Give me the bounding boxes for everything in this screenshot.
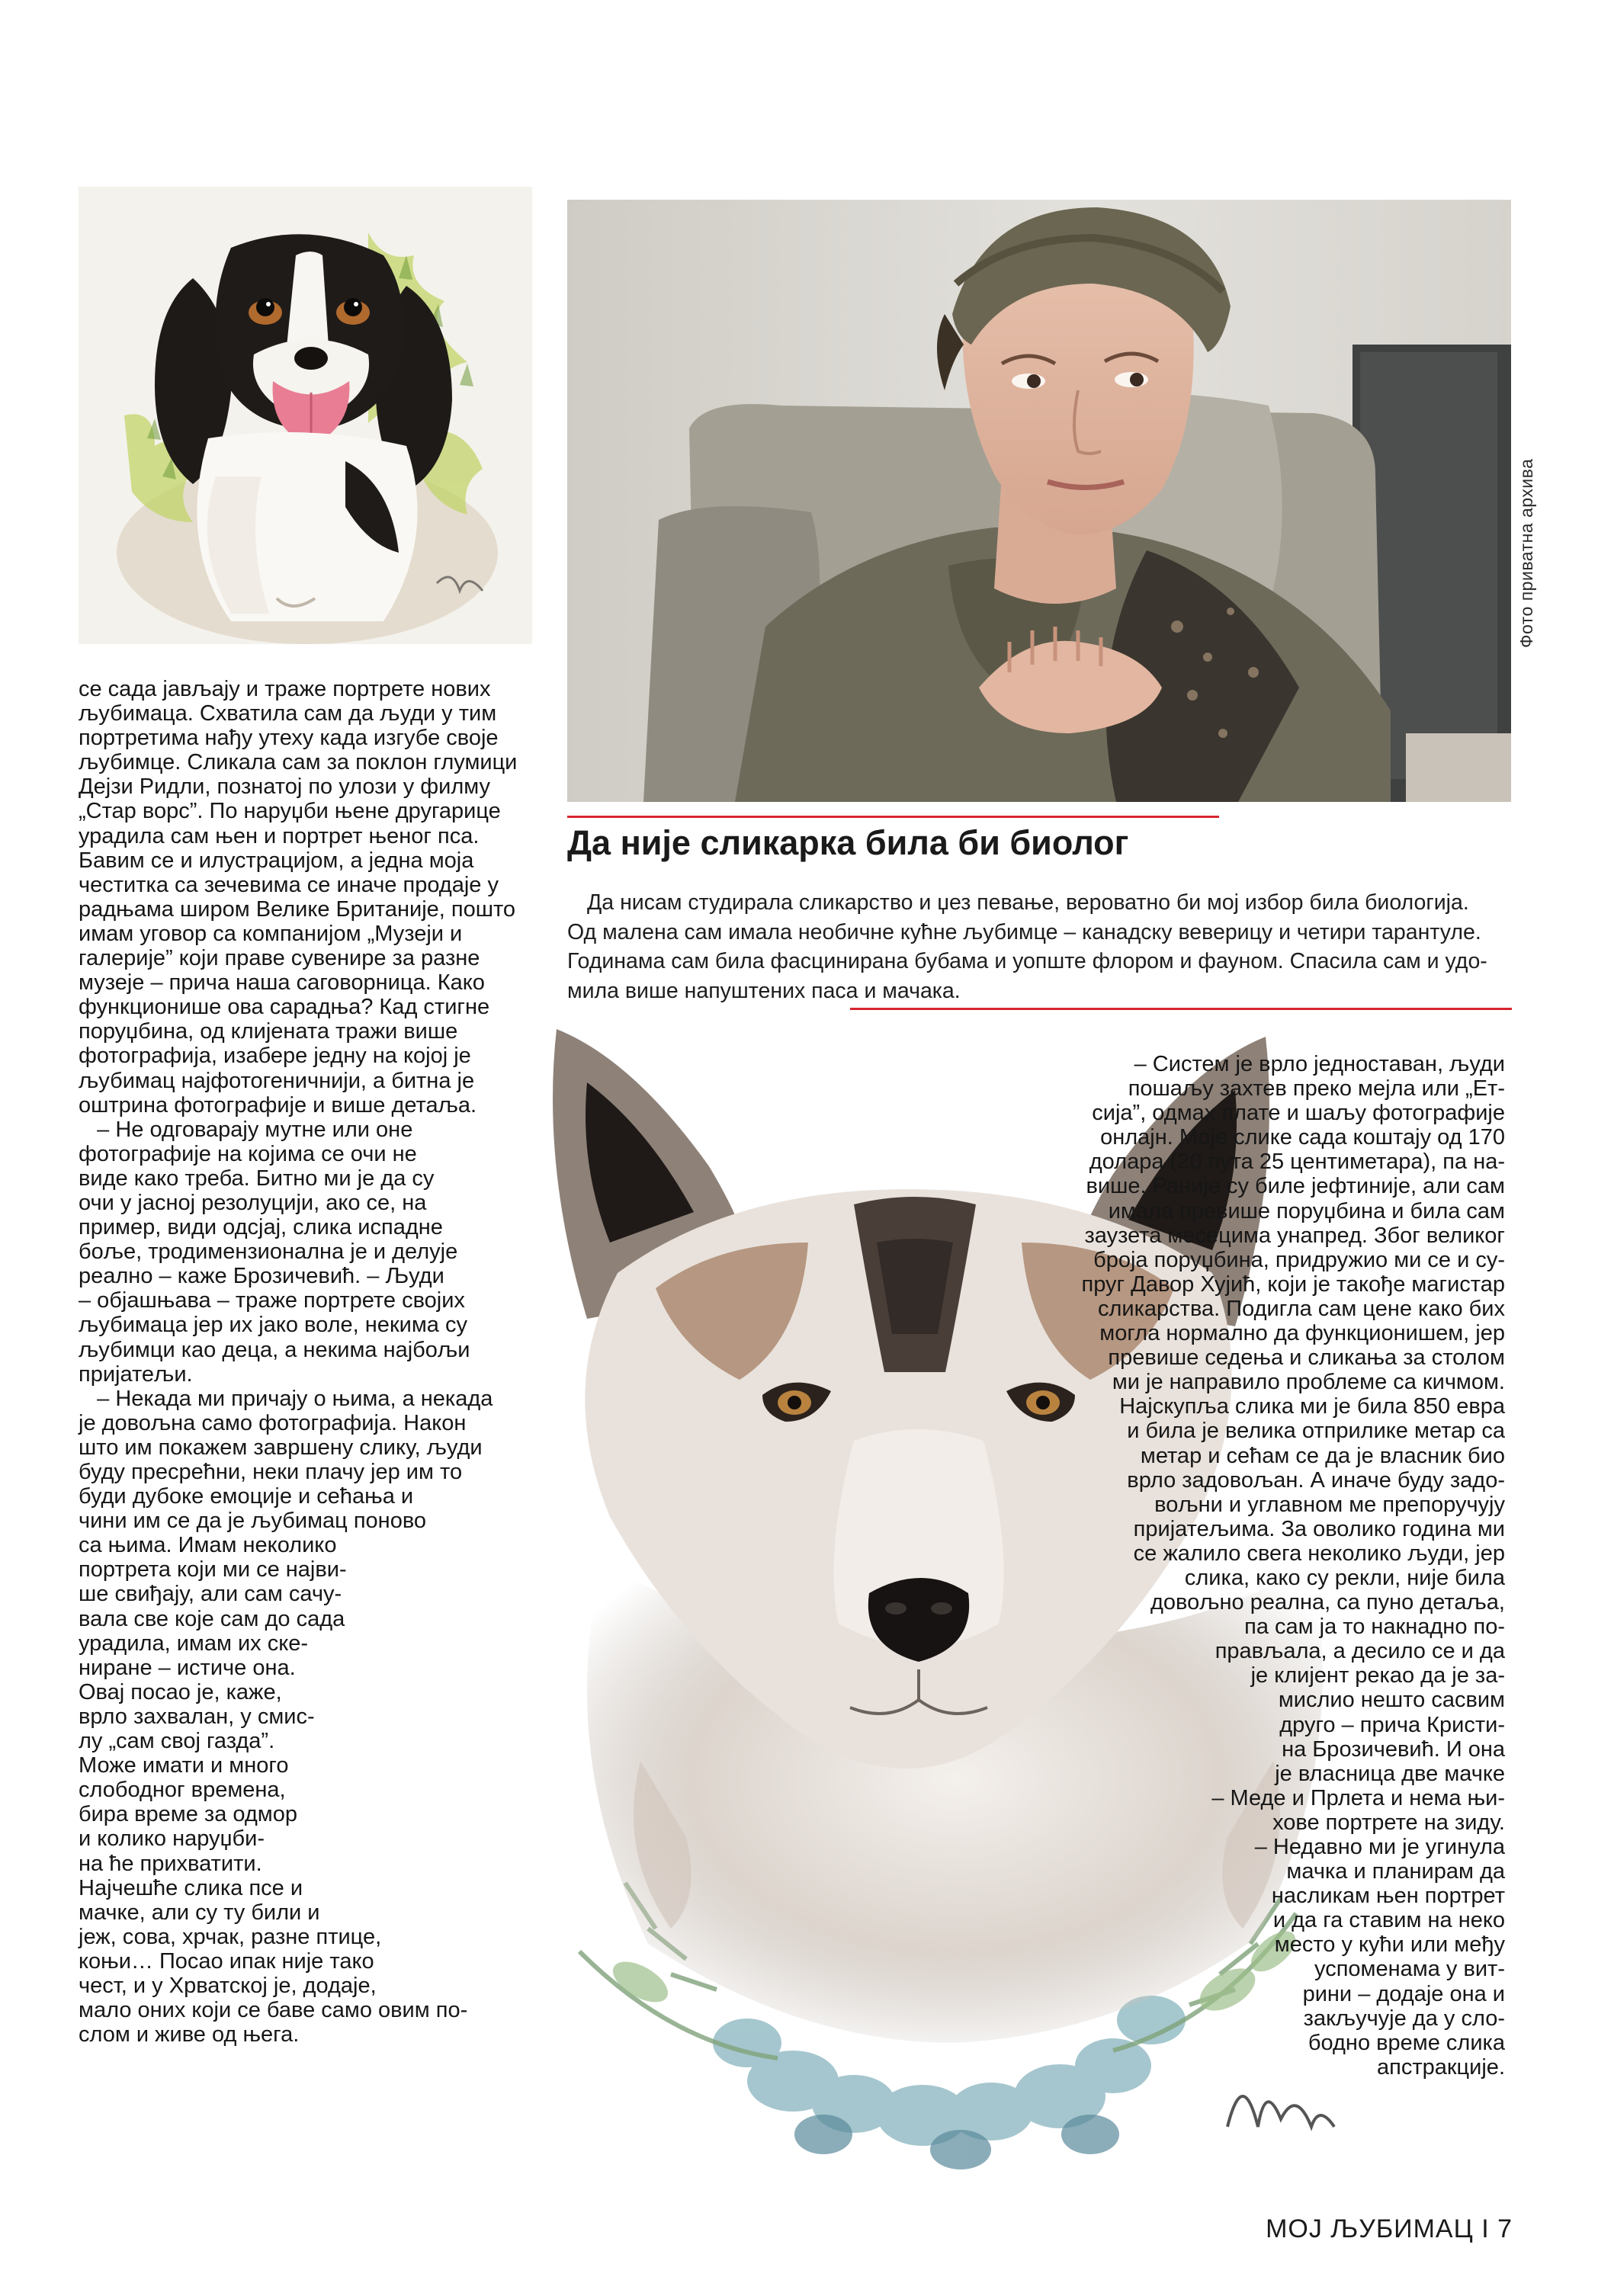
text-line: превише седења и сликања за столом — [1108, 1345, 1505, 1371]
box-body — [567, 888, 1513, 1005]
text-line: што им покажем завршену слику, људи — [79, 1435, 483, 1460]
text-line: више. Раније су биле јефтиније, али сам — [1086, 1174, 1505, 1199]
box-title: Да није сликарка била би биолог — [567, 823, 1129, 862]
text-line: љубимаца. Схватила сам да људи у тим — [79, 701, 497, 726]
text-line: љубимце. Сликала сам за поклон глумици — [79, 750, 518, 775]
text-line: – Меде и Прлета и нема њи- — [1211, 1785, 1505, 1810]
text-line: – објашњава – траже портрете својих — [79, 1288, 465, 1313]
box-line: Од малена сам имала необичне кућне љубимце – канадску веверицу и четири тарантуле. — [567, 919, 1481, 944]
text-line: долара (20 пута 25 центиметара), па на- — [1089, 1150, 1505, 1175]
text-line: вољни и углавном ме препоручују — [1154, 1492, 1505, 1517]
text-line: и била је велика отприлике метар са — [1127, 1419, 1505, 1444]
text-line: бира време за одмор — [79, 1802, 297, 1827]
text-line: метар и сећам се да је власник био — [1140, 1443, 1505, 1468]
text-line: честитка са зечевима се иначе продаје у — [79, 872, 499, 897]
text-line: Бавим се и илустрацијом, а једна моја — [79, 848, 474, 873]
text-line: имам уговор са компанијом „Музеји и — [79, 921, 463, 946]
text-line: прављала, а десило се и да — [1215, 1639, 1505, 1664]
text-line: броја поруџбина, придружио ми се и су- — [1093, 1247, 1505, 1272]
text-line: је довољна само фотографија. Након — [79, 1410, 467, 1435]
text-line: апстракције. — [1377, 2054, 1505, 2080]
text-line: могла нормално да функционишем, јер — [1099, 1321, 1505, 1346]
text-line: чини им се да је љубимац поново — [79, 1509, 427, 1534]
text-line: буди дубоке емоције и сећања и — [79, 1484, 414, 1509]
artist-photo — [567, 200, 1511, 802]
text-line: урадила, имам их ске- — [79, 1631, 309, 1656]
text-line: – Недавно ми је угинула — [1254, 1835, 1505, 1859]
text-line: функционише ова сарадња? Кад стигне — [79, 995, 490, 1020]
text-line: бодно време слика — [1308, 2030, 1505, 2055]
text-line: се жалило свега неколико људи, јер — [1133, 1541, 1505, 1566]
text-line: и колико наруџби- — [79, 1826, 265, 1852]
box-top-rule — [567, 816, 1219, 818]
text-line: очи у јасној резолуцији, ако се, на — [79, 1190, 427, 1215]
text-line: слика, како су рекли, није била — [1184, 1565, 1505, 1590]
text-line: – Некада ми причају о њима, а некада — [79, 1386, 493, 1411]
text-line: – Не одговарају мутне или оне — [79, 1117, 413, 1142]
text-line: лу „сам свој газда”. — [79, 1729, 275, 1754]
text-line: пруг Давор Хујић, који је такође магистар — [1081, 1271, 1505, 1297]
text-line: закључује да у сло- — [1303, 2006, 1505, 2031]
text-line: мислио нешто сасвим — [1278, 1688, 1505, 1713]
text-line: портретима нађу утеху када изгубе своје — [79, 726, 499, 751]
text-line: слободног времена, — [79, 1778, 286, 1803]
text-line: фотографија, изабере једну на којој је — [79, 1044, 471, 1069]
text-line: радњама широм Велике Британије, пошто — [79, 896, 516, 922]
right-column — [1082, 1052, 1505, 2080]
text-line: пример, види одсјај, слика испадне — [79, 1215, 443, 1240]
text-line: мачка и планирам да — [1286, 1859, 1505, 1884]
text-line: довољно реална, са пуно детаља, — [1150, 1590, 1505, 1615]
text-line: љубимаца јер их јако воле, некима су — [79, 1313, 467, 1338]
text-line: музеје – прича наша саговорница. Како — [79, 970, 485, 996]
text-line: слом и живе од њега. — [79, 2022, 300, 2047]
text-line: друго – прича Кристи- — [1279, 1712, 1505, 1737]
text-line: пошаљу захтев преко мејла или „Ет- — [1128, 1076, 1505, 1102]
text-line: ше свиђају, али сам сачу- — [79, 1582, 342, 1607]
text-line: реално – каже Брозичевић. – Људи — [79, 1264, 444, 1289]
text-line: имала превише поруџбина и била сам — [1108, 1198, 1505, 1223]
text-line: пријатељима. За оволико година ми — [1133, 1516, 1505, 1541]
text-line: пријатељи. — [79, 1361, 193, 1387]
text-line: врло задовољан. А иначе буду задо- — [1127, 1467, 1505, 1493]
text-line: на Брозичевић. И она — [1282, 1736, 1505, 1762]
text-line: фотографије на којима се очи не — [79, 1141, 417, 1166]
text-line: насликам њен портрет — [1271, 1884, 1505, 1909]
text-line: урадила сам њен и портрет њеног пса. — [79, 823, 480, 848]
box-line: Да нисам студирала сликарство и џез певање, вероватно би мој избор била биологија. — [587, 890, 1469, 915]
text-line: Овај посао је, каже, — [79, 1679, 282, 1704]
text-line: боље, тродимензионална је и делује — [79, 1239, 458, 1265]
text-line: „Стар ворс”. По наруџби њене другарице — [79, 799, 501, 824]
text-line: рини – додаје она и — [1302, 1981, 1505, 2006]
text-line: љубимци као деца, а некима најбољи — [79, 1337, 470, 1362]
text-line: врло захвалан, у смис- — [79, 1704, 315, 1729]
text-line: јеж, сова, хрчак, разне птице, — [79, 1924, 382, 1949]
text-line: ми је направило проблеме са кичмом. — [1112, 1370, 1505, 1395]
text-line: је власница две мачке — [1275, 1761, 1505, 1786]
text-line: хове портрете на зиду. — [1272, 1810, 1505, 1835]
text-line: заузета месецима унапред. Због великог — [1084, 1223, 1505, 1248]
text-line: виде како треба. Битно ми је да су — [79, 1166, 435, 1191]
box-line: Годинама сам била фасцинирана бубама и уопште флором и фауном. Спасила сам и удо- — [567, 949, 1487, 973]
text-line: сликарства. Подигла сам цене како бих — [1097, 1296, 1505, 1321]
text-line: галерије” који праве сувенире за разне — [79, 946, 480, 971]
text-line: са њима. Имам неколико — [79, 1533, 337, 1558]
box-line: мила више напуштених паса и мачака. — [567, 978, 961, 1003]
text-line: вала све које сам до сада — [79, 1606, 345, 1631]
text-line: сија”, одмах плате и шаљу фотографије — [1092, 1101, 1505, 1126]
text-line: онлајн. Моје слике сада коштају од 170 — [1100, 1125, 1505, 1150]
text-line: – Систем је врло једноставан, људи — [1134, 1052, 1505, 1076]
text-line: Може имати и много — [79, 1753, 289, 1778]
text-line: на ће прихватити. — [79, 1851, 262, 1876]
dog-painting — [79, 187, 532, 644]
text-line: па сам ја то накнадно по- — [1244, 1615, 1505, 1640]
text-line: и да га ставим на неко — [1272, 1908, 1505, 1933]
text-line: љубимац најфотогеничнији, а битна је — [79, 1068, 475, 1093]
photo-credit: Фото приватна архива — [1516, 458, 1536, 648]
text-line: Најчешће слика псе и — [79, 1875, 303, 1900]
text-line: коњи… Посао ипак није тако — [79, 1948, 374, 1974]
left-column — [79, 677, 517, 2047]
text-line: Дејзи Ридли, познатој по улози у филму — [79, 774, 491, 800]
text-line: ниране – истиче она. — [79, 1655, 296, 1680]
text-line: поруџбина, од клијената тражи више — [79, 1019, 458, 1044]
text-line: чест, и у Хрватској је, додаје, — [79, 1973, 377, 1998]
text-line: је клијент рекао да је за- — [1250, 1663, 1505, 1688]
page-footer: МОЈ ЉУБИМАЦ I 7 — [1266, 2214, 1513, 2243]
text-line: портрета који ми се најви- — [79, 1557, 347, 1583]
text-line: мало оних који се баве само овим по- — [79, 1998, 468, 2023]
text-line: оштрина фотографије и више детаља. — [79, 1092, 477, 1118]
text-line: Најскупља слика ми је била 850 евра — [1119, 1394, 1505, 1419]
text-line: успоменама у вит- — [1314, 1957, 1505, 1982]
box-bottom-rule — [850, 1008, 1512, 1010]
text-line: се сада јављају и траже портрете нових — [79, 677, 491, 701]
text-line: место у кући или међу — [1274, 1932, 1505, 1958]
text-line: буду пресрећни, неки плачу јер им то — [79, 1460, 463, 1484]
text-line: мачке, али су ту били и — [79, 1900, 320, 1925]
